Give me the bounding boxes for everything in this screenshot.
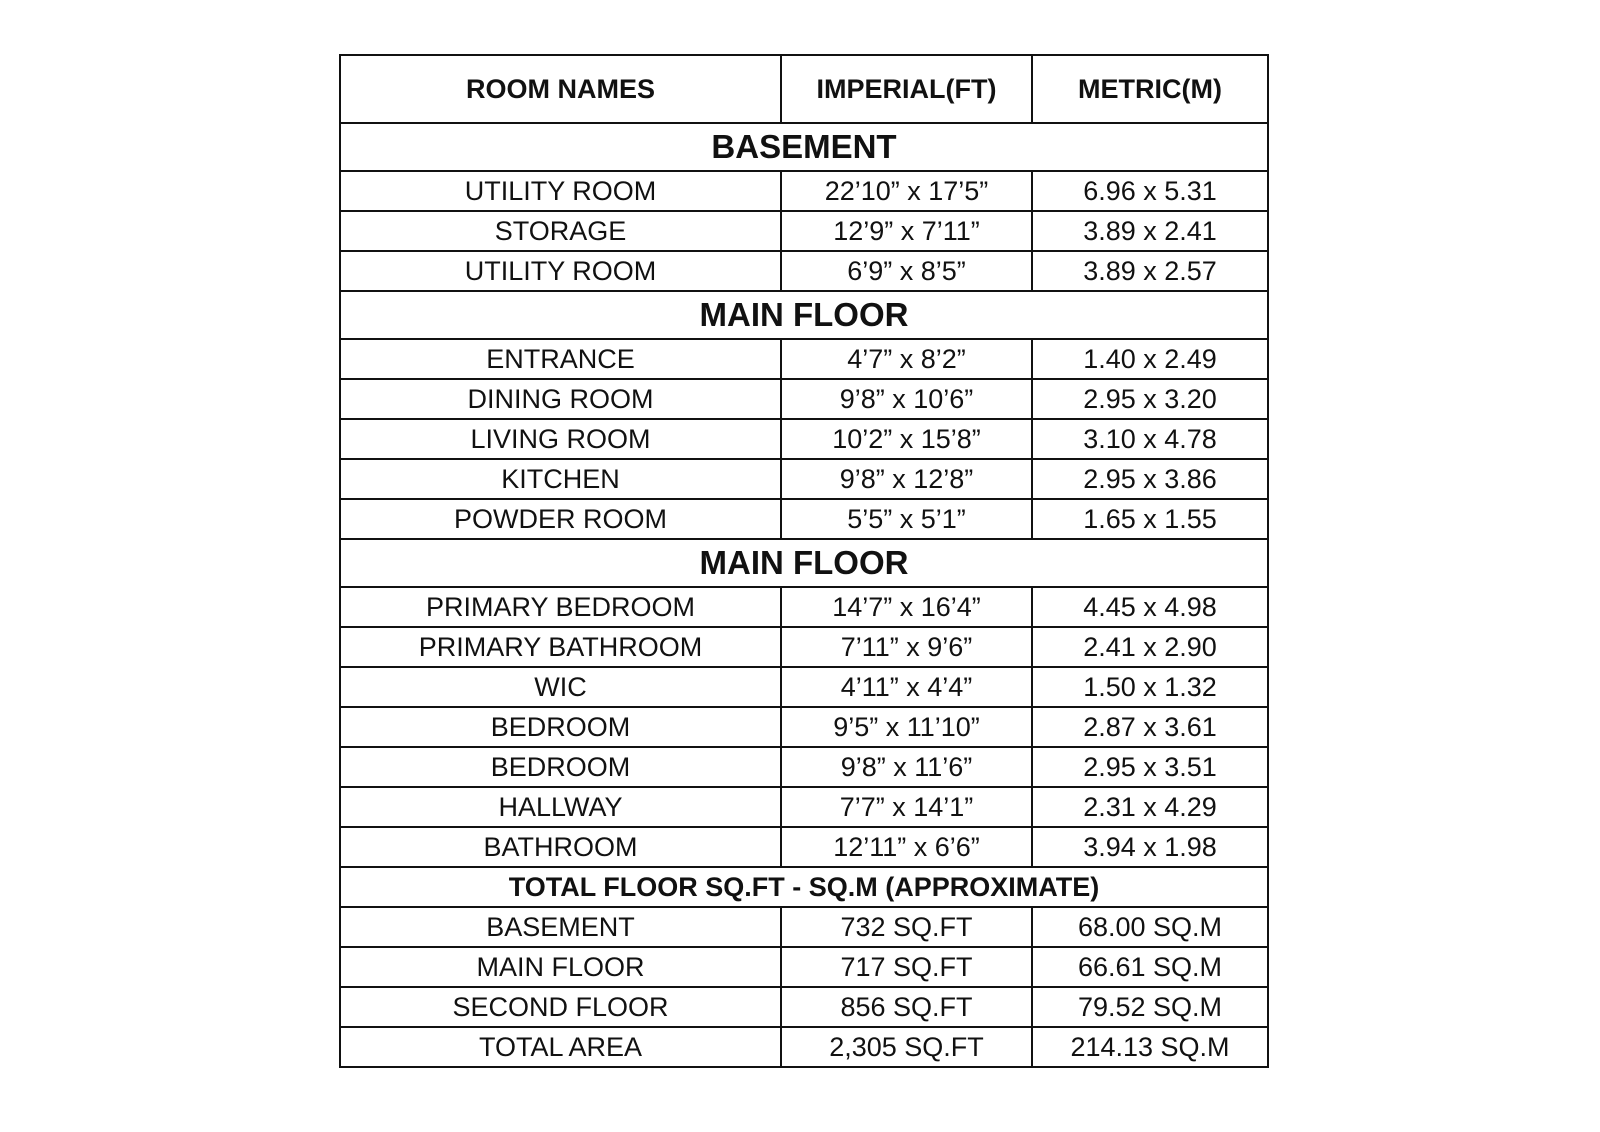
imperial-cell: 7’7” x 14’1” — [781, 787, 1032, 827]
header-imperial: IMPERIAL(FT) — [781, 55, 1032, 123]
table-row — [340, 171, 1268, 211]
header-room-names: ROOM NAMES — [340, 55, 781, 123]
table-row — [340, 499, 1268, 539]
table-row — [340, 787, 1268, 827]
area-sqft-cell: 2,305 SQ.FT — [781, 1027, 1032, 1067]
metric-cell: 1.50 x 1.32 — [1032, 667, 1268, 707]
imperial-cell: 9’8” x 12’8” — [781, 459, 1032, 499]
table-row — [340, 747, 1268, 787]
imperial-cell: 4’11” x 4’4” — [781, 667, 1032, 707]
room-name-cell: HALLWAY — [340, 787, 781, 827]
imperial-cell: 10’2” x 15’8” — [781, 419, 1032, 459]
area-sqft-cell: 732 SQ.FT — [781, 907, 1032, 947]
imperial-cell: 12’11” x 6’6” — [781, 827, 1032, 867]
imperial-cell: 4’7” x 8’2” — [781, 339, 1032, 379]
imperial-cell: 14’7” x 16’4” — [781, 587, 1032, 627]
floor-name-cell: MAIN FLOOR — [340, 947, 781, 987]
section-title: BASEMENT — [340, 123, 1268, 171]
table-row — [340, 419, 1268, 459]
area-sqm-cell: 68.00 SQ.M — [1032, 907, 1268, 947]
metric-cell: 2.87 x 3.61 — [1032, 707, 1268, 747]
section-title: MAIN FLOOR — [340, 539, 1268, 587]
metric-cell: 1.65 x 1.55 — [1032, 499, 1268, 539]
floor-name-cell: BASEMENT — [340, 907, 781, 947]
metric-cell: 2.95 x 3.20 — [1032, 379, 1268, 419]
header-row — [340, 55, 1268, 123]
totals-row — [340, 1027, 1268, 1067]
metric-cell: 6.96 x 5.31 — [1032, 171, 1268, 211]
imperial-cell: 9’8” x 10’6” — [781, 379, 1032, 419]
room-name-cell: DINING ROOM — [340, 379, 781, 419]
totals-row — [340, 947, 1268, 987]
area-sqm-cell: 214.13 SQ.M — [1032, 1027, 1268, 1067]
metric-cell: 4.45 x 4.98 — [1032, 587, 1268, 627]
table-row — [340, 339, 1268, 379]
metric-cell: 2.95 x 3.86 — [1032, 459, 1268, 499]
header-metric: METRIC(M) — [1032, 55, 1268, 123]
room-dimensions-table — [339, 54, 1269, 1068]
imperial-cell: 12’9” x 7’11” — [781, 211, 1032, 251]
imperial-cell: 9’8” x 11’6” — [781, 747, 1032, 787]
metric-cell: 3.89 x 2.41 — [1032, 211, 1268, 251]
section-header-row — [340, 291, 1268, 339]
imperial-cell: 9’5” x 11’10” — [781, 707, 1032, 747]
room-name-cell: BATHROOM — [340, 827, 781, 867]
imperial-cell: 22’10” x 17’5” — [781, 171, 1032, 211]
room-name-cell: LIVING ROOM — [340, 419, 781, 459]
table-row — [340, 707, 1268, 747]
imperial-cell: 7’11” x 9’6” — [781, 627, 1032, 667]
room-name-cell: ENTRANCE — [340, 339, 781, 379]
table-row — [340, 251, 1268, 291]
floor-name-cell: SECOND FLOOR — [340, 987, 781, 1027]
section-header-row — [340, 539, 1268, 587]
room-name-cell: BEDROOM — [340, 747, 781, 787]
room-name-cell: PRIMARY BEDROOM — [340, 587, 781, 627]
section-header-row — [340, 123, 1268, 171]
metric-cell: 2.41 x 2.90 — [1032, 627, 1268, 667]
section-title: MAIN FLOOR — [340, 291, 1268, 339]
room-name-cell: PRIMARY BATHROOM — [340, 627, 781, 667]
area-sqft-cell: 717 SQ.FT — [781, 947, 1032, 987]
totals-row — [340, 907, 1268, 947]
room-name-cell: BEDROOM — [340, 707, 781, 747]
totals-header-row — [340, 867, 1268, 907]
table-row — [340, 827, 1268, 867]
table-row — [340, 211, 1268, 251]
metric-cell: 3.89 x 2.57 — [1032, 251, 1268, 291]
table-row — [340, 587, 1268, 627]
table-row — [340, 459, 1268, 499]
table-row — [340, 379, 1268, 419]
room-name-cell: UTILITY ROOM — [340, 251, 781, 291]
area-sqm-cell: 66.61 SQ.M — [1032, 947, 1268, 987]
metric-cell: 2.95 x 3.51 — [1032, 747, 1268, 787]
metric-cell: 3.94 x 1.98 — [1032, 827, 1268, 867]
room-name-cell: STORAGE — [340, 211, 781, 251]
imperial-cell: 5’5” x 5’1” — [781, 499, 1032, 539]
room-name-cell: KITCHEN — [340, 459, 781, 499]
imperial-cell: 6’9” x 8’5” — [781, 251, 1032, 291]
room-name-cell: WIC — [340, 667, 781, 707]
area-sqm-cell: 79.52 SQ.M — [1032, 987, 1268, 1027]
table-row — [340, 627, 1268, 667]
metric-cell: 2.31 x 4.29 — [1032, 787, 1268, 827]
area-sqft-cell: 856 SQ.FT — [781, 987, 1032, 1027]
room-name-cell: POWDER ROOM — [340, 499, 781, 539]
room-name-cell: UTILITY ROOM — [340, 171, 781, 211]
metric-cell: 1.40 x 2.49 — [1032, 339, 1268, 379]
metric-cell: 3.10 x 4.78 — [1032, 419, 1268, 459]
totals-row — [340, 987, 1268, 1027]
totals-title: TOTAL FLOOR SQ.FT - SQ.M (APPROXIMATE) — [340, 867, 1268, 907]
table-row — [340, 667, 1268, 707]
floor-name-cell: TOTAL AREA — [340, 1027, 781, 1067]
